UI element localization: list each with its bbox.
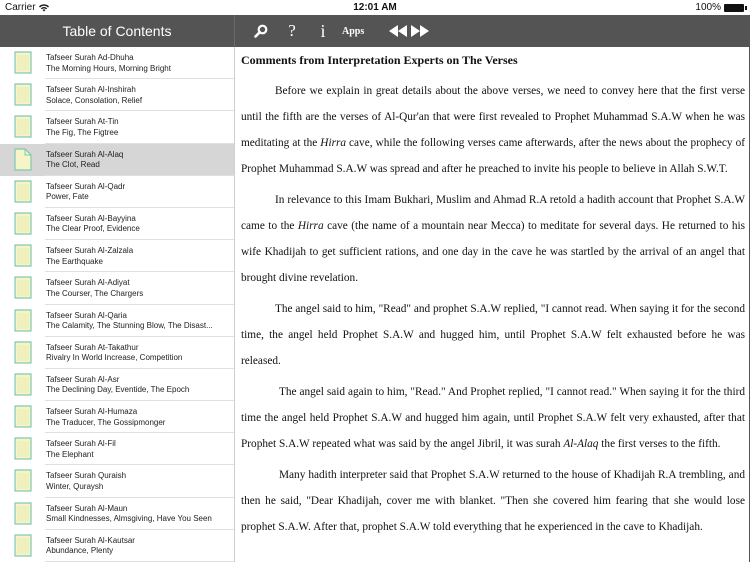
toc-item-subtitle: Winter, Quraysh	[46, 481, 104, 491]
toc-title: Table of Contents	[62, 23, 172, 39]
toc-item-title: Tafseer Surah Al-Humaza	[46, 407, 138, 417]
help-button[interactable]	[279, 15, 305, 47]
toc-item-title: Tafseer Surah Al-Maun	[46, 503, 128, 513]
article-content[interactable]	[236, 47, 750, 562]
toc-item-text	[46, 246, 230, 267]
toc-item-title: Tafseer Surah Quraish	[46, 471, 127, 481]
toc-item-text	[46, 311, 230, 332]
clock: 12:01 AM	[353, 2, 397, 13]
toc-item-title: Tafseer Surah Al-Alaq	[46, 149, 124, 159]
info-button[interactable]	[310, 15, 336, 47]
toc-header	[0, 15, 235, 47]
document-icon	[14, 115, 32, 138]
wifi-icon	[39, 4, 49, 12]
toc-item-0[interactable]	[0, 47, 234, 79]
toc-item-text	[46, 343, 230, 364]
toc-item-title: Tafseer Surah Ad-Dhuha	[46, 53, 134, 62]
search-icon	[254, 24, 268, 38]
apps-button[interactable]	[342, 15, 364, 47]
toc-item-text	[46, 504, 230, 525]
document-icon	[14, 276, 32, 299]
toc-item-title: Tafseer Surah Al-Asr	[46, 374, 120, 384]
toc-item-subtitle: The Traducer, The Gossipmonger	[46, 417, 166, 427]
document-icon	[14, 405, 32, 428]
toc-item-subtitle: The Clear Proof, Evidence	[46, 224, 140, 234]
toc-item-title: Tafseer Surah Al-Qadr	[46, 181, 126, 191]
toc-item-5[interactable]	[0, 208, 234, 240]
toc-item-subtitle: Small Kindnesses, Almsgiving, Have You Seen	[46, 514, 212, 524]
toc-item-title: Tafseer Surah Al-Zalzala	[46, 246, 134, 256]
table-of-contents	[0, 47, 235, 562]
article-paragraph: Before we explain in great details about the above verses, we need to convey here that the first verse until the fifth are the verses of Al-Qur'an that were first revealed to Prophet Muhammad S.A.W when he was meditating at the Hirra cave, while the following verses came afterwards, after the news about the prophecy of Prophet Muhammad S.A.W was spread and after he preached to invite his people to believe in Allah S.W.T.	[241, 85, 745, 175]
help-icon: ?	[288, 21, 296, 40]
toc-item-7[interactable]	[0, 272, 234, 304]
toc-item-14[interactable]	[0, 498, 234, 530]
toolbar	[236, 15, 430, 47]
toc-item-text	[46, 536, 230, 557]
toc-item-title: Tafseer Surah Al-Bayyina	[46, 213, 136, 223]
toc-item-13[interactable]	[0, 465, 234, 497]
battery-percent: 100%	[695, 2, 721, 13]
document-icon	[14, 309, 32, 332]
toc-item-text	[46, 214, 230, 235]
toc-item-4[interactable]	[0, 176, 234, 208]
toc-item-text	[46, 53, 230, 74]
document-icon	[14, 502, 32, 525]
toc-item-text	[46, 375, 230, 396]
document-icon	[14, 534, 32, 557]
toc-item-8[interactable]	[0, 305, 234, 337]
toc-item-title: Tafseer Surah Al-Kautsar	[46, 535, 135, 545]
toc-item-text	[46, 407, 230, 428]
article-heading: Comments from Interpretation Experts on The Verses	[241, 53, 518, 67]
article-paragraph: The angel said again to him, "Read." And Prophet replied, "I cannot read." When saying it for the third time the angel held Prophet S.A.W and hugged him again, until Prophet S.A.W felt very exhausted, after that Prophet S.A.W repeated what was said by the angel Jibril, it was surah Al-Alaq the first verses to the fifth.	[241, 386, 745, 450]
toc-item-text	[46, 439, 230, 460]
toc-item-subtitle: The Earthquake	[46, 256, 103, 266]
document-icon	[14, 469, 32, 492]
toc-item-subtitle: The Morning Hours, Morning Bright	[46, 63, 171, 73]
toc-item-2[interactable]	[0, 111, 234, 143]
article-paragraph: In relevance to this Imam Bukhari, Muslim and Ahmad R.A retold a hadith account that Prophet S.A.W came to the Hirra cave (the name of a mountain near Mecca) to meditate for several days. He returned to his wife Khadijah to get sufficient rations, and one day in the cave he was startled by the arrival of an angel that brought divine revelation.	[241, 194, 746, 284]
info-icon: i	[320, 20, 326, 41]
toc-item-6[interactable]	[0, 240, 234, 272]
toc-item-1[interactable]	[0, 79, 234, 111]
toc-item-15[interactable]	[0, 530, 234, 562]
document-icon	[14, 244, 32, 267]
document-icon	[14, 51, 32, 74]
toc-item-subtitle: Solace, Consolation, Relief	[46, 95, 143, 105]
toc-item-subtitle: Abundance, Plenty	[46, 546, 114, 556]
toc-item-10[interactable]	[0, 369, 234, 401]
toc-item-text	[46, 85, 230, 106]
toc-item-title: Tafseer Surah At-Tin	[46, 117, 119, 127]
toc-item-text	[46, 471, 230, 492]
carrier-label: Carrier	[5, 2, 36, 13]
toc-item-12[interactable]	[0, 433, 234, 465]
toc-item-subtitle: The Clot, Read	[46, 160, 100, 170]
toc-item-text	[46, 278, 230, 299]
toc-item-subtitle: The Calamity, The Stunning Blow, The Disast...	[46, 321, 213, 330]
toc-item-title: Tafseer Surah Al-Fil	[46, 439, 116, 449]
document-icon	[14, 373, 32, 396]
toc-item-subtitle: The Courser, The Chargers	[46, 288, 144, 298]
toc-item-title: Tafseer Surah Al-Adiyat	[46, 278, 130, 288]
carrier-indicator	[5, 2, 49, 13]
toc-item-title: Tafseer Surah Al-Inshirah	[46, 85, 136, 95]
document-icon	[14, 83, 32, 106]
toc-item-subtitle: Power, Fate	[46, 192, 89, 202]
toc-item-subtitle: The Elephant	[46, 449, 94, 459]
toc-item-title: Tafseer Surah At-Takathur	[46, 342, 139, 352]
search-button[interactable]	[248, 15, 274, 47]
toc-item-text	[46, 150, 230, 171]
status-bar	[0, 0, 750, 15]
toc-item-11[interactable]	[0, 401, 234, 433]
article-paragraph: The angel said to him, "Read" and prophet S.A.W replied, "I cannot read. When saying it for the second time, the angel held Prophet S.A.W and hugged him, until Prophet S.A.W felt exhausted before he was released.	[241, 303, 745, 367]
next-button[interactable]	[410, 15, 430, 47]
document-icon	[14, 148, 32, 171]
apps-label: Apps	[342, 25, 365, 37]
battery-indicator	[695, 2, 744, 13]
toc-item-subtitle: The Fig, The Figtree	[46, 127, 119, 137]
article-paragraph: Many hadith interpreter said that Prophet S.A.W returned to the house of Khadijah R.A trembling, and then he said, "Dear Khadijah, cover me with blanket. "Then she covered him fearing that she would lose prophet S.A.W. After that, prophet S.A.W told everything that he experienced in the cave to Khadijah.	[241, 469, 745, 533]
toc-item-title: Tafseer Surah Al-Qaria	[46, 310, 127, 320]
toc-item-text	[46, 182, 230, 203]
document-icon	[14, 180, 32, 203]
fast-forward-icon	[411, 25, 429, 37]
toc-item-9[interactable]	[0, 337, 234, 369]
document-icon	[14, 212, 32, 235]
toc-item-3[interactable]	[0, 144, 234, 176]
previous-button[interactable]	[388, 15, 408, 47]
battery-icon	[724, 4, 744, 12]
document-icon	[14, 341, 32, 364]
toc-item-subtitle: Rivalry In World Increase, Competition	[46, 353, 183, 363]
rewind-icon	[389, 25, 407, 37]
document-icon	[14, 437, 32, 460]
toc-item-subtitle: The Declining Day, Eventide, The Epoch	[46, 385, 190, 395]
toc-item-text	[46, 117, 230, 138]
navigation-bar	[0, 15, 750, 47]
